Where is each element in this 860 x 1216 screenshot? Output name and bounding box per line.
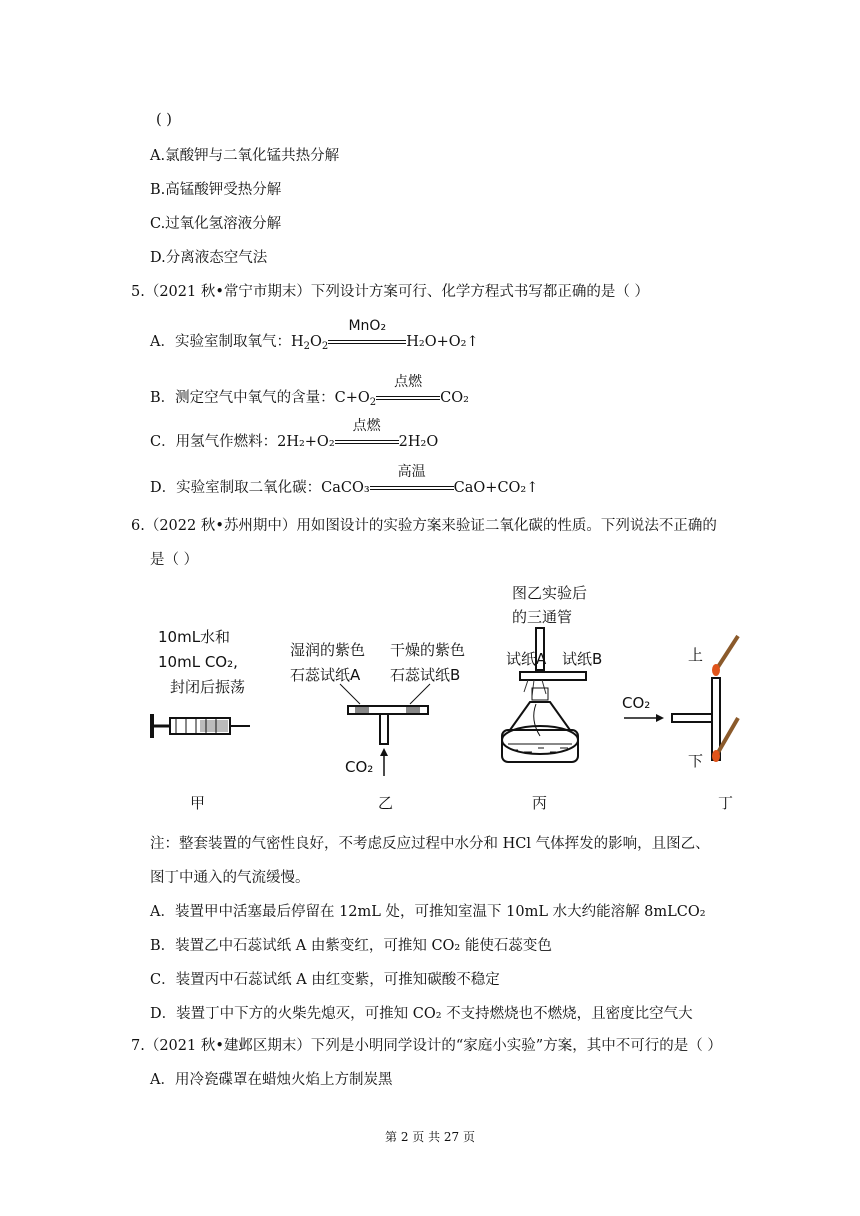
q5-d-condition: 高温 <box>397 464 426 480</box>
bing-top-1: 图乙实验后 <box>512 584 588 602</box>
q4-option-d: D.分离液态空气法 <box>150 250 268 266</box>
jia-label-3: 封闭后振荡 <box>170 678 246 696</box>
q5-c-prefix: C．用氢气作燃料：2H₂+O₂ <box>150 434 335 450</box>
ding-upper: 上 <box>688 646 704 664</box>
q5-option-a: A．实验室制取氧气：$H_2O_2$ MnO₂ H₂O+O₂↑ <box>150 318 479 352</box>
figure-bing-heating <box>502 584 602 762</box>
q4-option-b: B.高锰酸钾受热分解 <box>150 182 282 198</box>
yi-right-1: 干燥的紫色 <box>390 641 466 659</box>
q5-option-c <box>150 418 439 452</box>
q5-b-prefix: B．测定空气中氧气的含量：C+O <box>150 390 370 406</box>
q5-c-right: 2H₂O <box>398 434 439 450</box>
jia-label-2: 10mL CO₂, <box>158 653 238 671</box>
q4-option-c: C.过氧化氢溶液分解 <box>150 216 282 232</box>
caption-jia: 甲 <box>190 794 206 812</box>
q5-c-condition: 点燃 <box>352 418 381 434</box>
yi-gas-label: CO₂ <box>345 758 374 776</box>
q4-option-a: A.氯酸钾与二氧化锰共热分解 <box>150 148 340 164</box>
q5-a-right: H₂O+O₂↑ <box>406 334 479 350</box>
caption-yi: 乙 <box>378 794 394 812</box>
yi-left-1: 湿润的紫色 <box>290 641 366 659</box>
q6-option-a: A．装置甲中活塞最后停留在 12mL 处，可推知室温下 10mL 水大约能溶解 8mLCO₂ <box>150 904 706 920</box>
ding-gas-label: CO₂ <box>622 694 651 712</box>
q5-a-condition: MnO₂ <box>348 318 387 334</box>
jia-label-1: 10mL水和 <box>158 628 231 646</box>
page-footer: 第 2 页 共 27 页 <box>385 1130 475 1144</box>
q5-stem: 5.（2021 秋•常宁市期末）下列设计方案可行、化学方程式书写都正确的是（ ） <box>131 284 650 300</box>
q7-stem: 7.（2021 秋•建邺区期末）下列是小明同学设计的“家庭小实验”方案，其中不可行的是（ ） <box>131 1038 722 1054</box>
bing-paper-b: 试纸B <box>562 650 603 668</box>
q5-a-prefix: A．实验室制取氧气：H <box>150 334 304 350</box>
bing-top-2: 的三通管 <box>512 608 573 626</box>
q5-a-left-tail: O <box>310 334 322 350</box>
bing-paper-a: 试纸A <box>506 650 547 668</box>
q5-d-prefix: D．实验室制取二氧化碳：CaCO₃ <box>150 480 370 496</box>
figure-jia-syringe <box>150 628 250 738</box>
q5-option-d <box>150 464 539 498</box>
caption-ding: 丁 <box>718 794 734 812</box>
answer-bracket: ( ) <box>156 112 172 128</box>
q6-option-d: D．装置丁中下方的火柴先熄灭，可推知 CO₂ 不支持燃烧也不燃烧，且密度比空气大 <box>150 1006 693 1022</box>
q5-d-right: CaO+CO₂↑ <box>453 480 539 496</box>
q5-option-b: B．测定空气中氧气的含量：$C+O_2$ 点燃 CO₂ <box>150 374 469 408</box>
q6-option-b: B．装置乙中石蕊试纸 A 由紫变红，可推知 CO₂ 能使石蕊变色 <box>150 938 552 954</box>
q6-option-c: C．装置丙中石蕊试纸 A 由红变紫，可推知碳酸不稳定 <box>150 972 500 988</box>
q6-note-line2: 图丁中通入的气流缓慢。 <box>150 870 310 886</box>
yi-left-2: 石蕊试纸A <box>290 666 361 684</box>
ding-lower: 下 <box>688 752 704 770</box>
q6-stem-line2: 是（ ） <box>150 552 199 568</box>
q5-b-condition: 点燃 <box>394 374 423 390</box>
figure-ding-matches <box>622 636 738 770</box>
q6-stem-line1: 6.（2022 秋•苏州期中）用如图设计的实验方案来验证二氧化碳的性质。下列说法不正确的 <box>131 518 717 534</box>
yi-right-2: 石蕊试纸B <box>390 666 461 684</box>
q7-option-a: A．用冷瓷碟罩在蜡烛火焰上方制炭黑 <box>150 1072 393 1088</box>
figure-yi-t-tube <box>290 641 465 776</box>
co2-experiment-figure <box>140 580 740 790</box>
q6-note-line1: 注：整套装置的气密性良好，不考虑反应过程中水分和 HCl 气体挥发的影响，且图乙、 <box>150 836 710 852</box>
q5-b-right: CO₂ <box>440 390 469 406</box>
caption-bing: 丙 <box>532 794 548 812</box>
